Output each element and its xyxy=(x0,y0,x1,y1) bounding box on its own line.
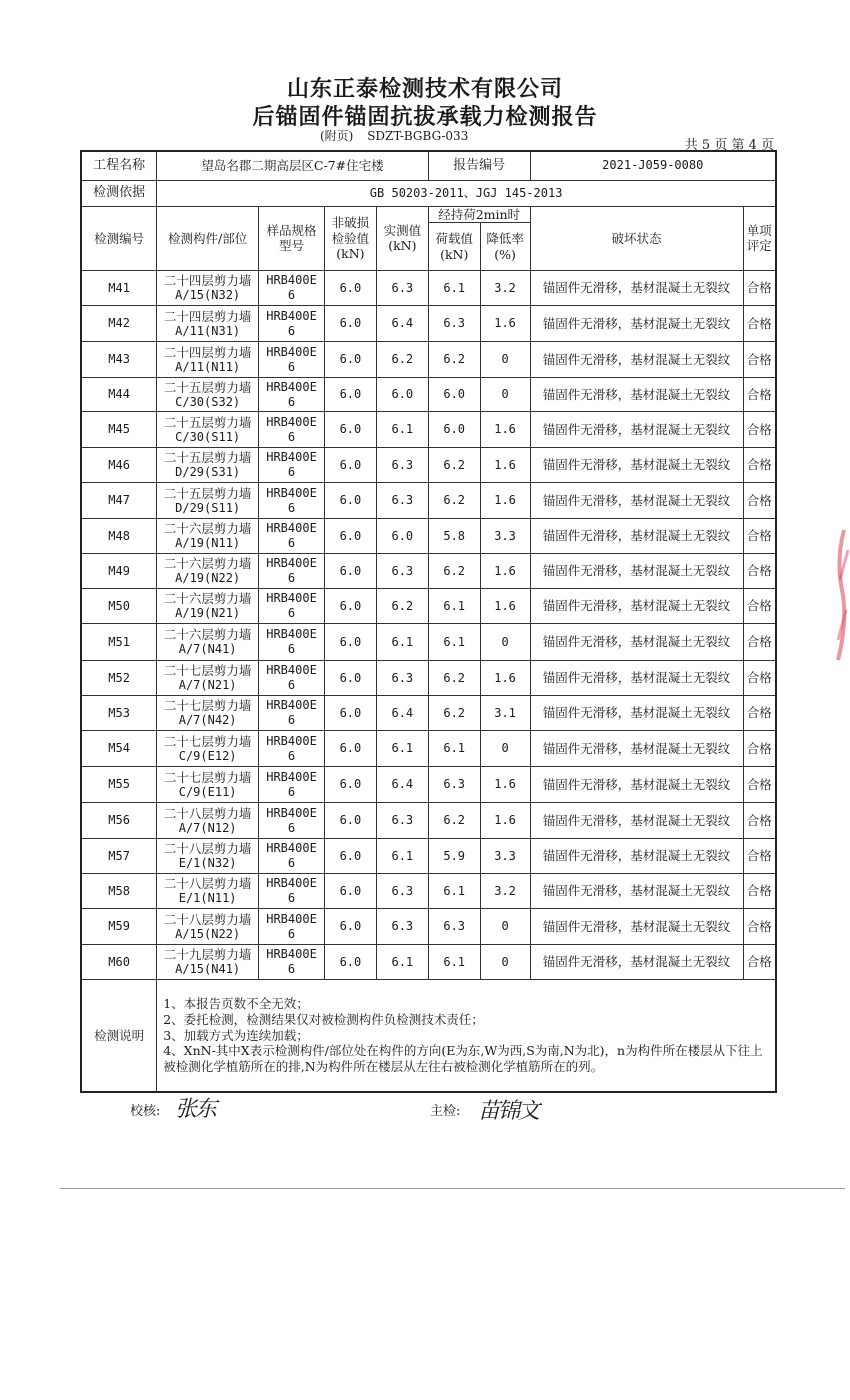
cell-nondestructive: 6.0 xyxy=(324,767,376,803)
table-row xyxy=(81,624,776,661)
doc-code: SDZT-BGBG-033 xyxy=(367,129,469,143)
cell-member xyxy=(157,767,259,803)
cell-nondestructive: 6.0 xyxy=(324,554,376,589)
cell-member xyxy=(157,271,259,306)
cell-spec: HRB400E 6 xyxy=(259,696,325,731)
member-axis: A/11(N11) xyxy=(175,359,241,374)
cell-nondestructive: 6.0 xyxy=(324,731,376,767)
cell-result: 合格 xyxy=(743,874,776,909)
table-row xyxy=(81,378,776,412)
cell-failure: 锚固件无滑移，基材混凝土无裂纹 xyxy=(530,342,743,378)
cell-load: 5.8 xyxy=(428,519,480,554)
cell-id: M57 xyxy=(81,839,157,874)
member-axis: A/7(N42) xyxy=(178,713,237,728)
cell-spec: HRB400E 6 xyxy=(259,909,325,945)
cell-nondestructive: 6.0 xyxy=(324,696,376,731)
cell-result: 合格 xyxy=(743,342,776,378)
col-nondestructive-header: 非破损检验值(kN) xyxy=(324,206,376,271)
cell-id: M60 xyxy=(81,945,157,980)
cell-measured: 6.3 xyxy=(376,909,428,945)
cell-measured: 6.2 xyxy=(376,342,428,378)
cell-failure: 锚固件无滑移，基材混凝土无裂纹 xyxy=(530,803,743,839)
col-failure-header: 破坏状态 xyxy=(530,206,743,271)
cell-measured: 6.4 xyxy=(376,767,428,803)
basis-row xyxy=(81,180,776,206)
cell-result: 合格 xyxy=(743,519,776,554)
cell-load: 6.2 xyxy=(428,483,480,519)
appendix-line xyxy=(320,127,478,144)
table-row xyxy=(81,483,776,519)
cell-measured: 6.3 xyxy=(376,554,428,589)
note-item: 2、委托检测，检测结果仅对被检测构件负检测技术责任； xyxy=(163,1011,484,1027)
cell-reduction: 0 xyxy=(480,624,530,661)
table-row xyxy=(81,839,776,874)
cell-reduction: 0 xyxy=(480,909,530,945)
member-axis: D/29(S11) xyxy=(175,500,241,515)
cell-member xyxy=(157,483,259,519)
member-axis: C/30(S32) xyxy=(175,394,241,409)
table-row xyxy=(81,306,776,342)
cell-failure: 锚固件无滑移，基材混凝土无裂纹 xyxy=(530,767,743,803)
appendix-label: (附页) xyxy=(320,129,354,143)
cell-load: 6.2 xyxy=(428,803,480,839)
cell-measured: 6.1 xyxy=(376,731,428,767)
cell-member xyxy=(157,874,259,909)
notes-row xyxy=(81,980,776,1092)
member-axis: A/19(N11) xyxy=(175,536,241,551)
member-location: 二十八层剪力墙 xyxy=(163,876,252,892)
cell-result: 合格 xyxy=(743,731,776,767)
cell-load: 6.3 xyxy=(428,306,480,342)
cell-load: 6.1 xyxy=(428,271,480,306)
cell-reduction: 1.6 xyxy=(480,412,530,448)
table-row xyxy=(81,271,776,306)
cell-id: M48 xyxy=(81,519,157,554)
cell-measured: 6.2 xyxy=(376,589,428,624)
cell-result: 合格 xyxy=(743,306,776,342)
cell-failure: 锚固件无滑移，基材混凝土无裂纹 xyxy=(530,909,743,945)
column-header-row-1 xyxy=(81,206,776,223)
cell-reduction: 0 xyxy=(480,378,530,412)
cell-load: 6.0 xyxy=(428,412,480,448)
member-location: 二十八层剪力墙 xyxy=(163,841,252,857)
cell-load: 6.3 xyxy=(428,909,480,945)
scan-edge-line xyxy=(60,1188,845,1189)
note-item: 3、加载方式为连续加载； xyxy=(163,1027,309,1043)
table-row xyxy=(81,519,776,554)
cell-failure: 锚固件无滑移，基材混凝土无裂纹 xyxy=(530,448,743,483)
cell-member xyxy=(157,448,259,483)
cell-load: 6.1 xyxy=(428,731,480,767)
col-member-header: 检测构件/部位 xyxy=(157,206,259,271)
member-location: 二十七层剪力墙 xyxy=(163,769,252,785)
cell-measured: 6.1 xyxy=(376,839,428,874)
checker-handwritten-signature: 张东 xyxy=(175,1097,216,1122)
member-axis: A/7(N41) xyxy=(178,642,237,657)
col-reduction-header: 降低率(%) xyxy=(480,223,530,271)
member-location: 二十七层剪力墙 xyxy=(163,663,252,679)
table-row xyxy=(81,874,776,909)
cell-spec: HRB400E 6 xyxy=(259,483,325,519)
cell-reduction: 1.6 xyxy=(480,483,530,519)
member-location: 二十五层剪力墙 xyxy=(163,414,252,430)
cell-spec: HRB400E 6 xyxy=(259,803,325,839)
cell-spec: HRB400E 6 xyxy=(259,519,325,554)
cell-id: M50 xyxy=(81,589,157,624)
cell-spec: HRB400E 6 xyxy=(259,624,325,661)
cell-measured: 6.0 xyxy=(376,378,428,412)
cell-reduction: 3.2 xyxy=(480,271,530,306)
cell-member xyxy=(157,412,259,448)
cell-member xyxy=(157,803,259,839)
member-location: 二十七层剪力墙 xyxy=(163,698,252,714)
table-row xyxy=(81,696,776,731)
inspector-handwritten-signature: 苗锦文 xyxy=(478,1099,539,1124)
cell-failure: 锚固件无滑移，基材混凝土无裂纹 xyxy=(530,945,743,980)
cell-failure: 锚固件无滑移，基材混凝土无裂纹 xyxy=(530,589,743,624)
cell-load: 6.2 xyxy=(428,661,480,696)
cell-id: M47 xyxy=(81,483,157,519)
table-row xyxy=(81,589,776,624)
cell-load: 6.1 xyxy=(428,945,480,980)
cell-failure: 锚固件无滑移，基材混凝土无裂纹 xyxy=(530,661,743,696)
member-axis: C/9(E12) xyxy=(178,748,237,763)
member-axis: C/9(E11) xyxy=(178,784,237,799)
cell-member xyxy=(157,589,259,624)
cell-result: 合格 xyxy=(743,483,776,519)
member-axis: A/19(N21) xyxy=(175,606,241,621)
cell-failure: 锚固件无滑移，基材混凝土无裂纹 xyxy=(530,839,743,874)
table-row xyxy=(81,803,776,839)
member-axis: A/7(N12) xyxy=(178,820,237,835)
member-axis: A/15(N41) xyxy=(175,962,241,977)
cell-id: M55 xyxy=(81,767,157,803)
cell-reduction: 3.2 xyxy=(480,874,530,909)
checker-signature xyxy=(130,1100,160,1119)
member-location: 二十六层剪力墙 xyxy=(163,556,252,572)
cell-id: M49 xyxy=(81,554,157,589)
member-location: 二十六层剪力墙 xyxy=(163,591,252,607)
cell-result: 合格 xyxy=(743,378,776,412)
cell-measured: 6.4 xyxy=(376,696,428,731)
cell-spec: HRB400E 6 xyxy=(259,767,325,803)
cell-result: 合格 xyxy=(743,554,776,589)
cell-load: 6.1 xyxy=(428,624,480,661)
cell-load: 6.2 xyxy=(428,342,480,378)
cell-nondestructive: 6.0 xyxy=(324,412,376,448)
member-axis: C/30(S11) xyxy=(175,429,241,444)
cell-failure: 锚固件无滑移，基材混凝土无裂纹 xyxy=(530,378,743,412)
table-row xyxy=(81,909,776,945)
member-location: 二十五层剪力墙 xyxy=(163,485,252,501)
cell-reduction: 1.6 xyxy=(480,306,530,342)
cell-spec: HRB400E 6 xyxy=(259,945,325,980)
cell-spec: HRB400E 6 xyxy=(259,589,325,624)
project-label: 工程名称 xyxy=(81,151,157,180)
cell-measured: 6.3 xyxy=(376,271,428,306)
col-id-header: 检测编号 xyxy=(81,206,157,271)
member-axis: A/7(N21) xyxy=(178,678,237,693)
cell-member xyxy=(157,624,259,661)
cell-member xyxy=(157,696,259,731)
member-axis: A/15(N22) xyxy=(175,926,241,941)
table-row xyxy=(81,945,776,980)
table-row xyxy=(81,731,776,767)
cell-member xyxy=(157,342,259,378)
cell-measured: 6.1 xyxy=(376,945,428,980)
member-axis: A/15(N32) xyxy=(175,288,241,303)
cell-member xyxy=(157,839,259,874)
cell-spec: HRB400E 6 xyxy=(259,554,325,589)
cell-nondestructive: 6.0 xyxy=(324,448,376,483)
report-no-label: 报告编号 xyxy=(428,151,530,180)
cell-result: 合格 xyxy=(743,945,776,980)
report-table xyxy=(80,150,777,1093)
cell-member xyxy=(157,554,259,589)
cell-reduction: 0 xyxy=(480,945,530,980)
cell-failure: 锚固件无滑移，基材混凝土无裂纹 xyxy=(530,874,743,909)
cell-spec: HRB400E 6 xyxy=(259,378,325,412)
member-location: 二十六层剪力墙 xyxy=(163,627,252,643)
cell-load: 6.1 xyxy=(428,589,480,624)
member-location: 二十九层剪力墙 xyxy=(163,947,252,963)
member-axis: E/1(N32) xyxy=(178,856,237,871)
table-row xyxy=(81,342,776,378)
project-value: 望岛名郡二期高层区C-7#住宅楼 xyxy=(157,151,429,180)
cell-failure: 锚固件无滑移，基材混凝土无裂纹 xyxy=(530,731,743,767)
cell-spec: HRB400E 6 xyxy=(259,839,325,874)
cell-spec: HRB400E 6 xyxy=(259,661,325,696)
cell-measured: 6.0 xyxy=(376,519,428,554)
member-location: 二十四层剪力墙 xyxy=(163,273,252,289)
cell-reduction: 1.6 xyxy=(480,661,530,696)
cell-measured: 6.1 xyxy=(376,624,428,661)
cell-nondestructive: 6.0 xyxy=(324,519,376,554)
cell-failure: 锚固件无滑移，基材混凝土无裂纹 xyxy=(530,306,743,342)
notes-content xyxy=(157,980,776,1092)
cell-id: M44 xyxy=(81,378,157,412)
note-item: 1、本报告页数不全无效； xyxy=(163,996,309,1012)
cell-reduction: 1.6 xyxy=(480,448,530,483)
cell-failure: 锚固件无滑移，基材混凝土无裂纹 xyxy=(530,554,743,589)
cell-result: 合格 xyxy=(743,909,776,945)
member-axis: A/19(N22) xyxy=(175,571,241,586)
member-location: 二十八层剪力墙 xyxy=(163,911,252,927)
cell-member xyxy=(157,945,259,980)
cell-spec: HRB400E 6 xyxy=(259,874,325,909)
cell-measured: 6.3 xyxy=(376,448,428,483)
cell-spec: HRB400E 6 xyxy=(259,342,325,378)
cell-result: 合格 xyxy=(743,624,776,661)
member-axis: D/29(S31) xyxy=(175,465,241,480)
report-no-value: 2021-J059-0080 xyxy=(530,151,776,180)
page-info: 共 5 页 第 4 页 xyxy=(684,138,774,153)
cell-load: 6.2 xyxy=(428,448,480,483)
col-spec-header: 样品规格型号 xyxy=(259,206,325,271)
table-row xyxy=(81,767,776,803)
cell-id: M59 xyxy=(81,909,157,945)
red-stamp-fragment xyxy=(830,520,850,670)
cell-id: M53 xyxy=(81,696,157,731)
cell-measured: 6.3 xyxy=(376,874,428,909)
cell-result: 合格 xyxy=(743,661,776,696)
cell-result: 合格 xyxy=(743,767,776,803)
cell-load: 6.0 xyxy=(428,378,480,412)
report-title: 后锚固件锚固抗拔承载力检测报告 xyxy=(252,104,598,130)
cell-nondestructive: 6.0 xyxy=(324,803,376,839)
cell-nondestructive: 6.0 xyxy=(324,378,376,412)
cell-nondestructive: 6.0 xyxy=(324,661,376,696)
cell-load: 6.1 xyxy=(428,874,480,909)
member-location: 二十四层剪力墙 xyxy=(163,308,252,324)
cell-member xyxy=(157,661,259,696)
cell-nondestructive: 6.0 xyxy=(324,589,376,624)
cell-measured: 6.3 xyxy=(376,803,428,839)
cell-measured: 6.4 xyxy=(376,306,428,342)
cell-id: M54 xyxy=(81,731,157,767)
basis-label: 检测依据 xyxy=(81,180,157,206)
member-location: 二十八层剪力墙 xyxy=(163,805,252,821)
table-row xyxy=(81,661,776,696)
member-location: 二十六层剪力墙 xyxy=(163,521,252,537)
cell-id: M45 xyxy=(81,412,157,448)
cell-id: M43 xyxy=(81,342,157,378)
col-hold-group-header: 经持荷2min时 xyxy=(428,206,530,223)
member-location: 二十五层剪力墙 xyxy=(163,379,252,395)
cell-member xyxy=(157,731,259,767)
cell-member xyxy=(157,909,259,945)
cell-reduction: 1.6 xyxy=(480,803,530,839)
col-load-header: 荷载值(kN) xyxy=(428,223,480,271)
note-item: 4、XnN-其中X表示检测构件/部位处在构件的方向(E为东,W为西,S为南,N为北)，n为构件所在楼层从下往上被检测化学植筋所在的排,N为构件所在楼层从左往右被检测化学植筋所在的列。 xyxy=(163,1043,763,1074)
cell-reduction: 1.6 xyxy=(480,554,530,589)
cell-measured: 6.3 xyxy=(376,483,428,519)
cell-nondestructive: 6.0 xyxy=(324,624,376,661)
cell-nondestructive: 6.0 xyxy=(324,874,376,909)
cell-failure: 锚固件无滑移，基材混凝土无裂纹 xyxy=(530,519,743,554)
cell-reduction: 1.6 xyxy=(480,767,530,803)
inspector-label: 主检: xyxy=(430,1104,461,1119)
cell-failure: 锚固件无滑移，基材混凝土无裂纹 xyxy=(530,483,743,519)
cell-load: 6.2 xyxy=(428,696,480,731)
basis-value: GB 50203-2011、JGJ 145-2013 xyxy=(157,180,776,206)
cell-nondestructive: 6.0 xyxy=(324,945,376,980)
cell-nondestructive: 6.0 xyxy=(324,306,376,342)
inspector-signature xyxy=(430,1100,460,1119)
cell-spec: HRB400E 6 xyxy=(259,271,325,306)
cell-result: 合格 xyxy=(743,696,776,731)
member-axis: E/1(N11) xyxy=(178,891,237,906)
checker-label: 校核: xyxy=(130,1104,161,1119)
cell-id: M56 xyxy=(81,803,157,839)
col-result-header: 单项评定 xyxy=(743,206,776,271)
cell-reduction: 0 xyxy=(480,731,530,767)
cell-nondestructive: 6.0 xyxy=(324,909,376,945)
cell-failure: 锚固件无滑移，基材混凝土无裂纹 xyxy=(530,624,743,661)
cell-reduction: 3.3 xyxy=(480,519,530,554)
cell-result: 合格 xyxy=(743,271,776,306)
company-name: 山东正泰检测技术有限公司 xyxy=(286,76,563,102)
cell-load: 6.3 xyxy=(428,767,480,803)
col-measured-header: 实测值(kN) xyxy=(376,206,428,271)
cell-result: 合格 xyxy=(743,589,776,624)
cell-failure: 锚固件无滑移，基材混凝土无裂纹 xyxy=(530,412,743,448)
cell-spec: HRB400E 6 xyxy=(259,448,325,483)
cell-reduction: 1.6 xyxy=(480,589,530,624)
cell-id: M51 xyxy=(81,624,157,661)
cell-failure: 锚固件无滑移，基材混凝土无裂纹 xyxy=(530,696,743,731)
cell-id: M41 xyxy=(81,271,157,306)
member-location: 二十七层剪力墙 xyxy=(163,733,252,749)
member-location: 二十四层剪力墙 xyxy=(163,344,252,360)
member-location: 二十五层剪力墙 xyxy=(163,450,252,466)
project-row xyxy=(81,151,776,180)
cell-spec: HRB400E 6 xyxy=(259,412,325,448)
cell-result: 合格 xyxy=(743,448,776,483)
cell-nondestructive: 6.0 xyxy=(324,839,376,874)
cell-failure: 锚固件无滑移，基材混凝土无裂纹 xyxy=(530,271,743,306)
cell-nondestructive: 6.0 xyxy=(324,342,376,378)
member-axis: A/11(N31) xyxy=(175,323,241,338)
cell-spec: HRB400E 6 xyxy=(259,731,325,767)
table-row xyxy=(81,448,776,483)
cell-nondestructive: 6.0 xyxy=(324,271,376,306)
cell-load: 6.2 xyxy=(428,554,480,589)
cell-result: 合格 xyxy=(743,803,776,839)
cell-reduction: 0 xyxy=(480,342,530,378)
cell-id: M52 xyxy=(81,661,157,696)
cell-measured: 6.1 xyxy=(376,412,428,448)
table-row xyxy=(81,554,776,589)
cell-load: 5.9 xyxy=(428,839,480,874)
cell-id: M42 xyxy=(81,306,157,342)
cell-member xyxy=(157,378,259,412)
cell-nondestructive: 6.0 xyxy=(324,483,376,519)
notes-label: 检测说明 xyxy=(81,980,157,1092)
cell-reduction: 3.3 xyxy=(480,839,530,874)
cell-measured: 6.3 xyxy=(376,661,428,696)
cell-reduction: 3.1 xyxy=(480,696,530,731)
cell-result: 合格 xyxy=(743,412,776,448)
table-row xyxy=(81,412,776,448)
cell-result: 合格 xyxy=(743,839,776,874)
cell-spec: HRB400E 6 xyxy=(259,306,325,342)
cell-member xyxy=(157,306,259,342)
cell-id: M58 xyxy=(81,874,157,909)
cell-id: M46 xyxy=(81,448,157,483)
cell-member xyxy=(157,519,259,554)
